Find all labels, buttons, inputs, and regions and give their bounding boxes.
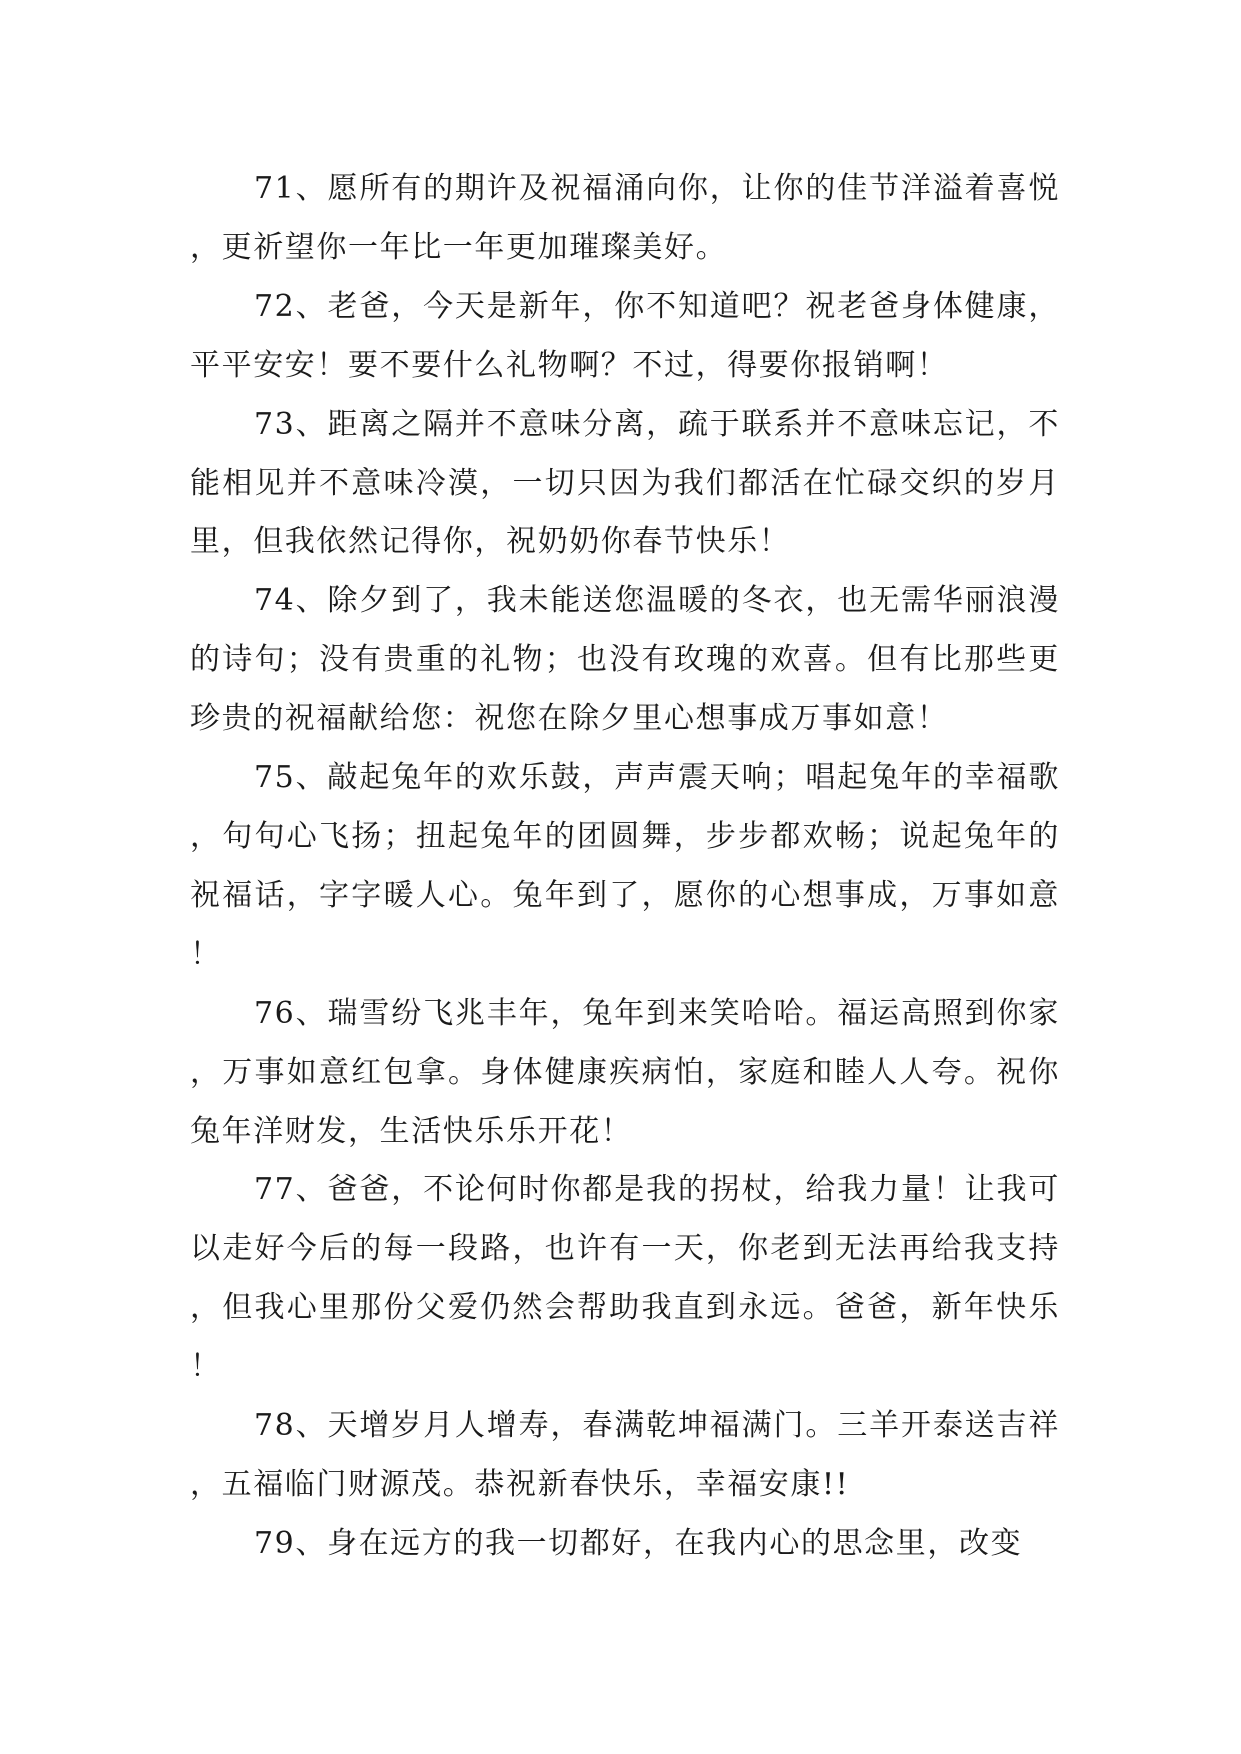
paragraph-79: 79、身在远方的我一切都好，在我内心的思念里，改变 (254, 1525, 1023, 1561)
paragraph-76: 76、瑞雪纷飞兆丰年，兔年到来笑哈哈。福运高照到你家，万事如意红包拿。身体健康疾病怕，家庭和睦人人夸。祝你兔年洋财发，生活快乐乐开花！ (190, 995, 1060, 1149)
paragraph-78: 78、天增岁月人增寿，春满乾坤福满门。三羊开泰送吉祥，五福临门财源茂。恭祝新春快乐，幸福安康!! (190, 1408, 1060, 1502)
paragraph-71: 71、愿所有的期许及祝福涌向你，让你的佳节洋溢着喜悦，更祈望你一年比一年更加璀璨美好。 (190, 171, 1060, 265)
paragraph-73: 73、距离之隔并不意味分离，疏于联系并不意味忘记，不能相见并不意味冷漠，一切只因为我们都活在忙碌交织的岁月里，但我依然记得你，祝奶奶你春节快乐！ (190, 406, 1060, 560)
paragraph-75: 75、敲起兔年的欢乐鼓，声声震天响；唱起兔年的幸福歌，句句心飞扬；扭起兔年的团圆舞，步步都欢畅；说起兔年的祝福话，字字暖人心。兔年到了，愿你的心想事成，万事如意！ (190, 760, 1060, 972)
paragraph-77: 77、爸爸，不论何时你都是我的拐杖，给我力量！让我可以走好今后的每一段路，也许有一天，你老到无法再给我支持，但我心里那份父爱仍然会帮助我直到永远。爸爸，新年快乐！ (190, 1172, 1060, 1385)
document-body (190, 160, 1060, 1574)
paragraph-74: 74、除夕到了，我未能送您温暖的冬衣，也无需华丽浪漫的诗句；没有贵重的礼物；也没有玫瑰的欢喜。但有比那些更珍贵的祝福献给您：祝您在除夕里心想事成万事如意！ (190, 583, 1060, 737)
paragraph-72: 72、老爸，今天是新年，你不知道吧？祝老爸身体健康，平平安安！要不要什么礼物啊？不过，得要你报销啊！ (190, 288, 1060, 383)
